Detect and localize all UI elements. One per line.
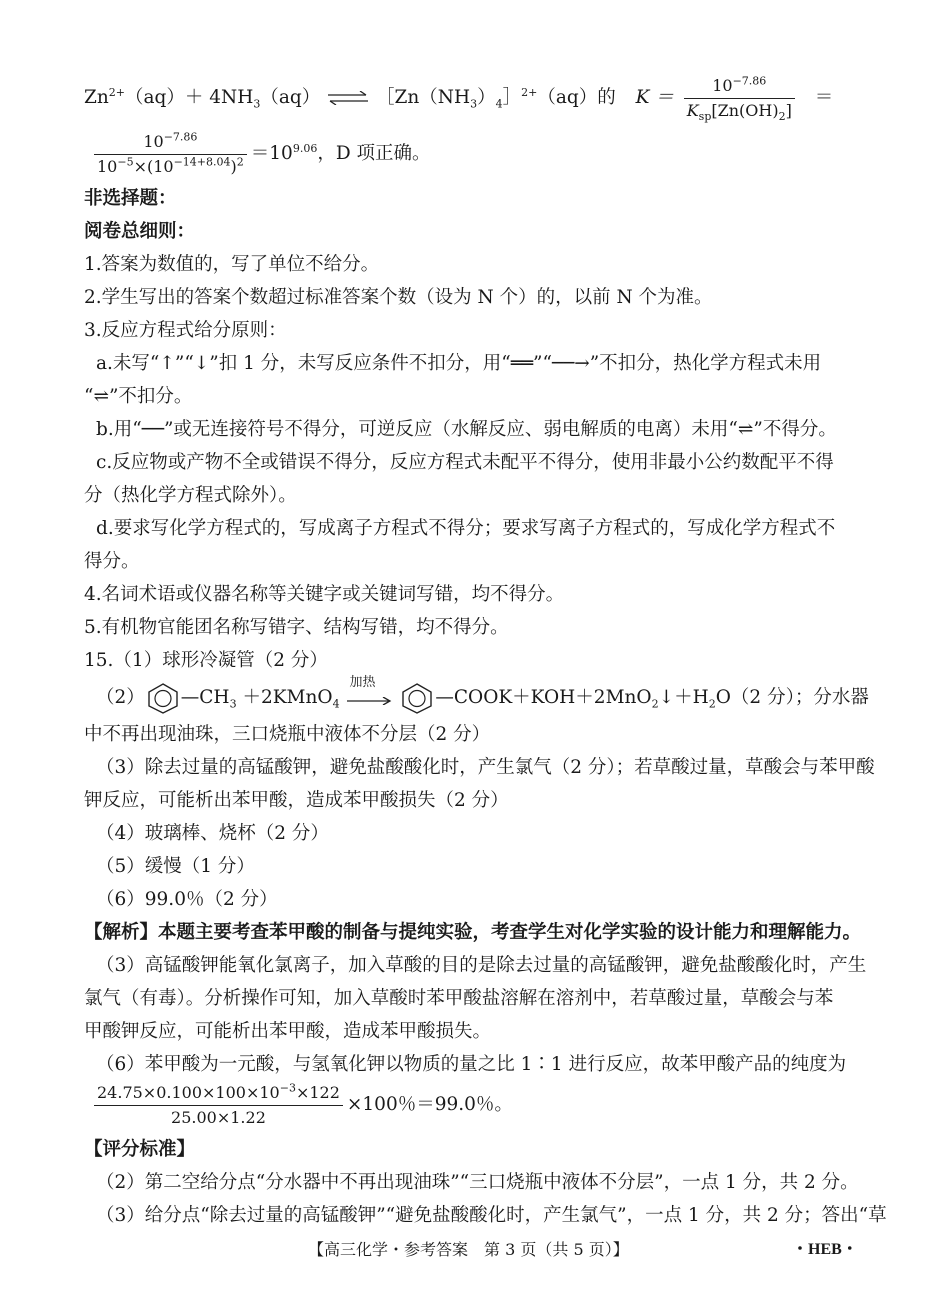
calc-result-text: ，D 项正确。	[317, 143, 431, 164]
analysis-heading: 【解析】本题主要考查苯甲酸的制备与提纯实验，考查学生对化学实验的设计能力和理解能力。	[84, 922, 862, 943]
calc-den-b: ×(10	[133, 156, 174, 176]
rule-3c-line2: 分（热化学方程式除外）。	[84, 485, 297, 506]
k-num-exp: −7.86	[732, 74, 767, 88]
rule-3d-line1: d.要求写化学方程式的，写成离子方程式不得分；要求写离子方程式的，写成化学方程式不	[96, 518, 836, 539]
q15-part2-line2: 中不再出现油珠，三口烧瓶中液体不分层（2 分）	[84, 724, 491, 745]
rule-2: 2.学生写出的答案个数超过标准答案个数（设为 N 个）的，以前 N 个为准。	[84, 287, 713, 308]
calc-den-a-exp: −5	[117, 155, 134, 169]
footer-page-info: 【高三化学・参考答案 第 3 页（共 5 页）】	[308, 1240, 629, 1259]
q15-part3-line2: 钾反应，可能析出苯甲酸，造成苯甲酸损失（2 分）	[84, 790, 509, 811]
purity-num: 24.75×0.100×100×10	[97, 1082, 280, 1102]
q15-part1: 15.（1）球形冷凝管（2 分）	[84, 650, 328, 671]
analysis-line4: （6）苯甲酸为一元酸，与氢氧化钾以物质的量之比 1∶1 进行反应，故苯甲酸产品的纯度为	[96, 1054, 847, 1075]
calc-den-c-exp: 2	[236, 155, 244, 169]
zn-charge: 2+	[108, 85, 125, 99]
rule-1: 1.答案为数值的，写了单位不给分。	[84, 254, 380, 275]
rule-3c-line1: c.反应物或产物不全或错误不得分，反应方程式未配平不得分，使用非最小公约数配平不得	[96, 452, 834, 473]
equilibrium-formula-line	[84, 72, 910, 124]
calc-den-a: 10	[97, 156, 118, 176]
complex-bracket: ］	[502, 87, 522, 108]
analysis-line1: （3）高锰酸钾能氧化氯离子，加入草酸的目的是除去过量的高锰酸钾，避免盐酸酸化时，产生	[96, 955, 867, 976]
q15-part6: （6）99.0％（2 分）	[96, 889, 278, 910]
reactant-text: （aq）＋ 4NH	[125, 87, 254, 108]
kmno4-sub: 4	[332, 697, 340, 711]
ksp-sub2: 2	[778, 109, 786, 123]
q15-part3-line1: （3）除去过量的高锰酸钾，避免盐酸酸化时，产生氯气（2 分）；若草酸过量，草酸会与苯甲酸	[96, 757, 875, 778]
h2o-sub: 2	[708, 697, 716, 711]
ksp-rest: [Zn(OH)	[711, 100, 779, 120]
products-tail: ↓＋H	[658, 687, 709, 708]
rule-4: 4.名词术语或仪器名称等关键字或关键词写错，均不得分。	[84, 584, 565, 605]
ksp-k: K	[686, 100, 699, 120]
rule-3a-line2: “⇌”不扣分。	[84, 386, 193, 407]
footer-code: ・HEB・	[792, 1241, 858, 1258]
rule-3a-line1: a.未写“↑”“↓”扣 1 分，未写反应条件不扣分，用“══”“──→”不扣分，热化学方程式未用	[96, 353, 822, 374]
purity-result: ×100％＝99.0％。	[346, 1094, 513, 1115]
ksp-end: ]	[785, 100, 792, 120]
k-label: K ＝	[635, 87, 674, 108]
purity-num-exp: −3	[279, 1081, 296, 1095]
mno2-sub: 2	[651, 697, 659, 711]
equals-sign: ＝	[814, 87, 834, 108]
k-calculation-line	[94, 126, 910, 182]
purity-fraction	[94, 1082, 343, 1129]
analysis-line3: 甲酸钾反应，可能析出苯甲酸，造成苯甲酸损失。	[84, 1021, 492, 1042]
calc-den-b-exp: −14+8.04	[173, 155, 231, 169]
rules-heading: 阅卷总细则：	[84, 221, 196, 242]
scoring-line2: （3）给分点“除去过量的高锰酸钾”“避免盐酸酸化时，产生氯气”，一点 1 分，共 2 分；答出“草	[96, 1205, 887, 1226]
heating-arrow	[345, 675, 393, 713]
q15-part5: （5）缓慢（1 分）	[96, 856, 255, 877]
scoring-line1: （2）第二空给分点“分水器中不再出现油珠”“三口烧瓶中液体不分层”，一点 1 分，共 2 分。	[96, 1172, 859, 1193]
products-tail2: O（2 分）；分水器	[715, 687, 869, 708]
scoring-heading: 【评分标准】	[84, 1139, 196, 1160]
complex-sub1: 3	[470, 97, 478, 111]
complex-state: （aq）的	[537, 87, 616, 108]
heating-condition: 加热	[349, 675, 376, 690]
calc-den-c: )	[230, 156, 237, 176]
q15-part4: （4）玻璃棒、烧杯（2 分）	[96, 823, 329, 844]
q15-part2-equation	[96, 675, 910, 718]
zn-symbol: Zn	[84, 87, 109, 108]
ksp-sub: sp	[698, 109, 712, 123]
rule-3b: b.用“──”或无连接符号不得分，可逆反应（水解反应、弱电解质的电离）未用“⇌”不得分。	[96, 419, 837, 440]
benzene-ring-icon	[145, 682, 181, 714]
complex-sub2: 4	[495, 97, 503, 111]
benzene-ring-icon	[399, 682, 435, 714]
calc-num: 10	[143, 131, 164, 151]
methyl-sub: 3	[229, 697, 237, 711]
k-num: 10	[712, 75, 733, 95]
calc-fraction	[94, 131, 247, 178]
products: —COOK＋KOH＋2MnO	[435, 687, 652, 708]
right-arrow-icon	[345, 697, 393, 705]
calc-result: ＝10	[250, 143, 293, 164]
analysis-line2: 氯气（有毒）。分析操作可知，加入草酸时苯甲酸盐溶解在溶剂中，若草酸过量，草酸会与苯	[84, 988, 834, 1009]
calc-num-exp: −7.86	[163, 130, 198, 144]
rule-3: 3.反应方程式给分原则：	[84, 320, 287, 341]
complex-close: ）	[477, 87, 496, 108]
purity-num-tail: ×122	[295, 1082, 340, 1102]
kmno4: ＋2KMnO	[242, 687, 333, 708]
nh3-state: （aq）	[260, 87, 321, 108]
nh3-subscript: 3	[253, 97, 261, 111]
rule-3d-line2: 得分。	[84, 551, 140, 572]
purity-calculation	[94, 1080, 910, 1130]
reversible-arrow-icon	[326, 91, 370, 105]
purity-den: 25.00×1.22	[171, 1107, 266, 1127]
rule-5: 5.有机物官能团名称写错字、结构写错，均不得分。	[84, 617, 509, 638]
methyl-group: —CH	[180, 687, 230, 708]
q15-part2-label: （2）	[96, 687, 145, 708]
complex-open: ［Zn（NH	[376, 87, 471, 108]
calc-result-exp: 9.06	[292, 141, 318, 155]
section-heading: 非选择题：	[84, 188, 177, 209]
complex-charge: 2+	[521, 85, 538, 99]
k-fraction	[684, 75, 795, 122]
